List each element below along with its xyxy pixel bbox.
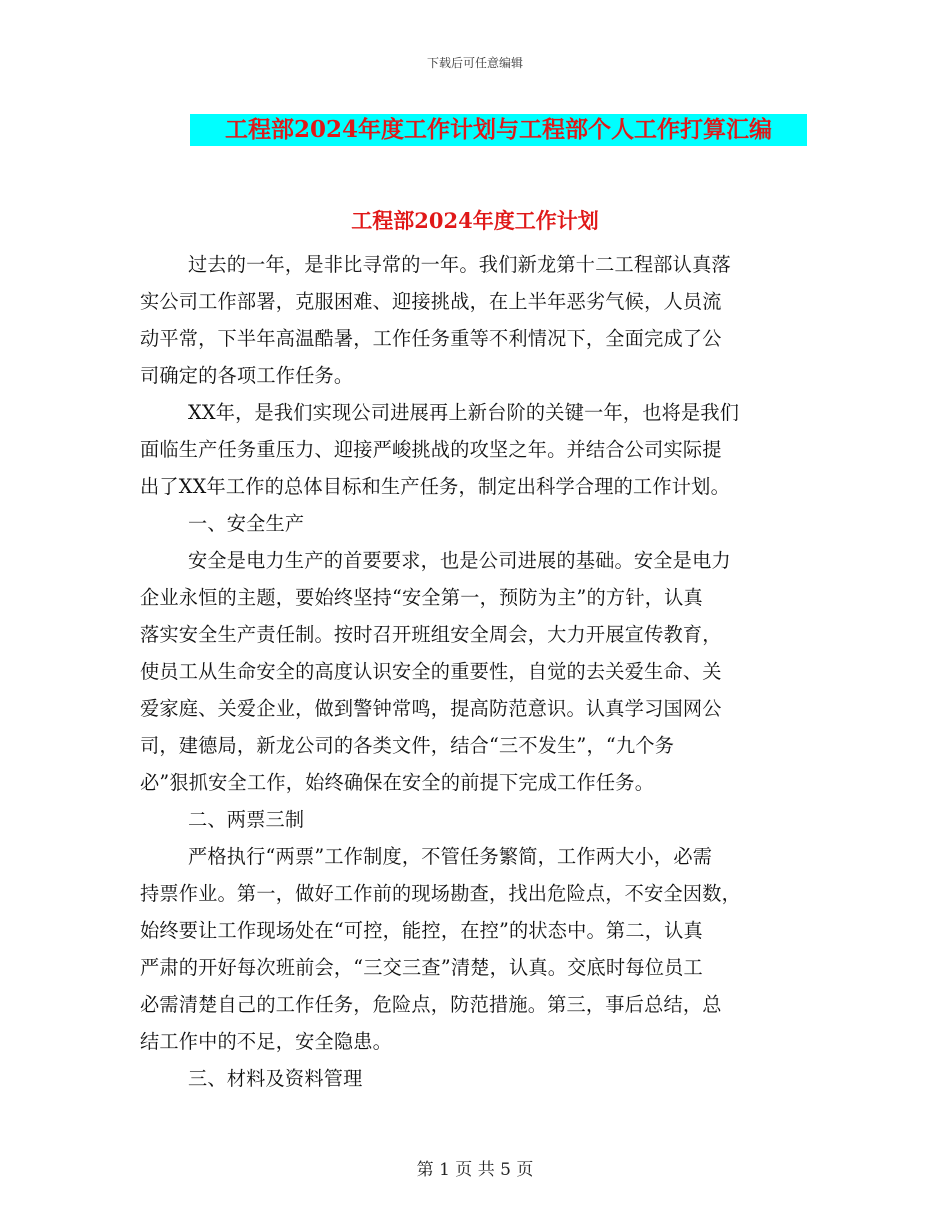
paragraph-line: 过去的一年，是非比寻常的一年。我们新龙第十二工程部认真落	[188, 253, 731, 276]
paragraph-line: 企业永恒的主题，要始终坚持“安全第一，预防为主”的方针，认真	[140, 586, 703, 609]
paragraph-line: 使员工从生命安全的高度认识安全的重要性，自觉的去关爱生命、关	[140, 660, 722, 683]
paragraph-line: 司确定的各项工作任务。	[140, 364, 354, 387]
paragraph-line: 面临生产任务重压力、迎接严峻挑战的攻坚之年。并结合公司实际提	[140, 438, 722, 461]
paragraph-line: 必”狠抓安全工作，始终确保在安全的前提下完成工作任务。	[140, 771, 655, 794]
paragraph-line: 司，建德局，新龙公司的各类文件，结合“三不发生”，“九个务	[140, 734, 675, 757]
paragraph-line: 实公司工作部署，克服困难、迎接挑战，在上半年恶劣气候，人员流	[140, 290, 722, 313]
paragraph-line: 出了XX年工作的总体目标和生产任务，制定出科学合理的工作计划。	[140, 475, 730, 498]
header-note: 下载后可任意编辑	[426, 56, 523, 70]
paragraph-line: 落实安全生产责任制。按时召开班组安全周会，大力开展宣传教育，	[140, 623, 722, 646]
subheading-safety: 一、安全生产	[188, 512, 305, 535]
subheading-two-tickets: 二、两票三制	[188, 808, 305, 831]
paragraph-line: 结工作中的不足，安全隐患。	[140, 1030, 393, 1053]
paragraph-line: XX年，是我们实现公司进展再上新台阶的关键一年，也将是我们	[188, 401, 740, 424]
page-footer: 第 1 页 共 5 页	[416, 1160, 534, 1180]
paragraph-line: 动平常，下半年高温酷暑，工作任务重等不利情况下，全面完成了公	[140, 327, 722, 350]
paragraph-line: 严肃的开好每次班前会，“三交三查”清楚，认真。交底时每位员工	[140, 956, 703, 979]
subheading-materials: 三、材料及资料管理	[188, 1067, 363, 1090]
paragraph-line: 持票作业。第一，做好工作前的现场勘查，找出危险点，不安全因数，	[140, 882, 742, 905]
paragraph-line: 爱家庭、关爱企业，做到警钟常鸣，提高防范意识。认真学习国网公	[140, 697, 722, 720]
paragraph-line: 严格执行“两票”工作制度，不管任务繁简，工作两大小，必需	[188, 845, 713, 868]
body-text	[140, 246, 800, 1097]
paragraph-line: 必需清楚自己的工作任务，危险点，防范措施。第三，事后总结，总	[140, 993, 722, 1016]
section-title: 工程部2024年度工作计划	[351, 208, 599, 233]
paragraph-line: 安全是电力生产的首要要求，也是公司进展的基础。安全是电力	[188, 549, 731, 572]
document-title: 工程部2024年度工作计划与工程部个人工作打算汇编	[190, 114, 807, 146]
paragraph-line: 始终要让工作现场处在“可控，能控，在控”的状态中。第二，认真	[140, 919, 703, 942]
